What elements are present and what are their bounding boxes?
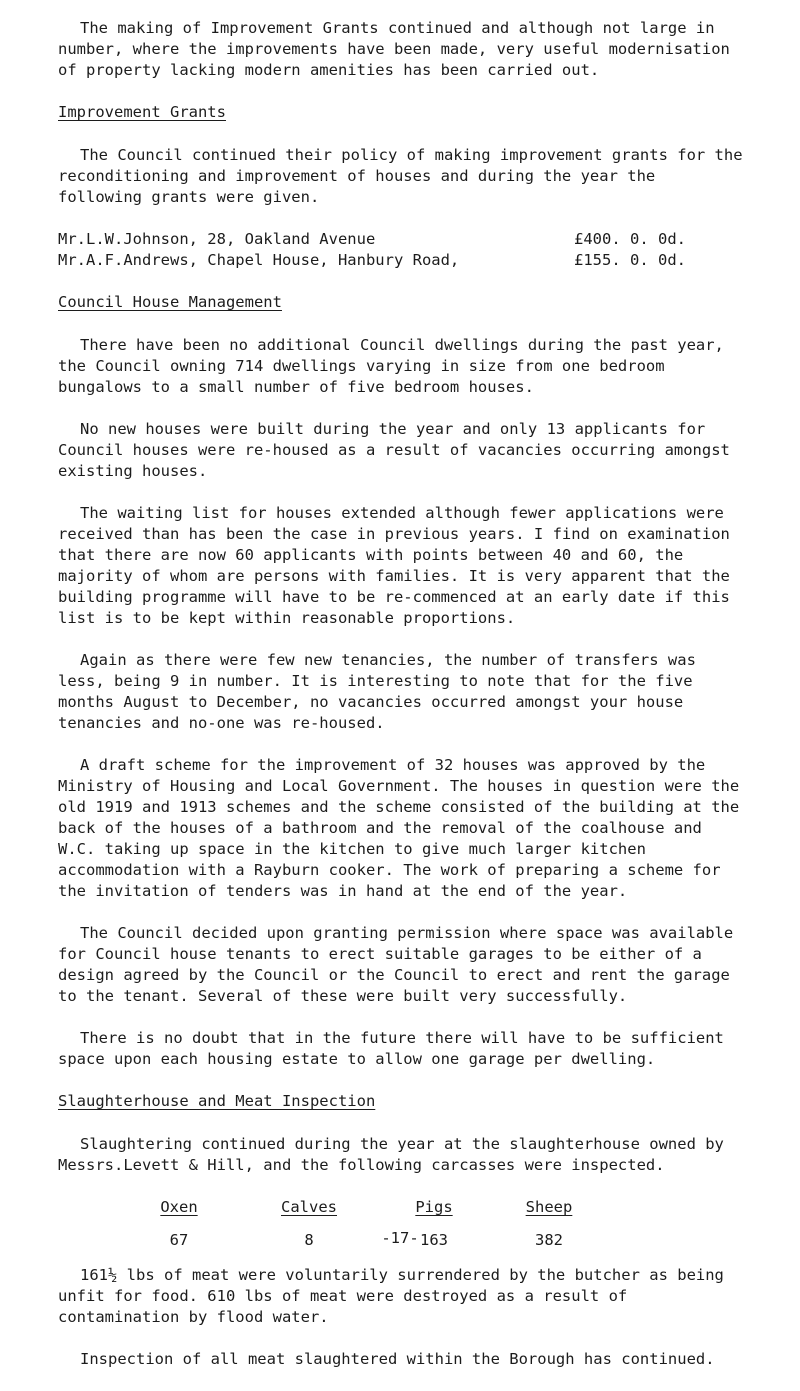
intro-paragraph: The making of Improvement Grants continued and although not large in number, where the improvements have been made, very useful modernisation of property lacking modern amenities has been carried out.: [58, 19, 730, 79]
housing-paragraph: The Council decided upon granting permission where space was available for Council house tenants to erect suitable garages to be either of a design agreed by the Council or the Council to erect and rent the garage to the tenant. Several of these were built very successfully.: [58, 924, 734, 1005]
table-value-oxen: 67: [169, 1231, 189, 1249]
grant-amount: £155. 0. 0d.: [574, 251, 686, 269]
table-header-sheep: Sheep: [525, 1198, 573, 1216]
housing-paragraph: No new houses were built during the year and only 13 applicants for Council houses were re-housed as a result of vacancies occurring amongst existing houses.: [58, 420, 730, 480]
housing-paragraph: A draft scheme for the improvement of 32 houses was approved by the Ministry of Housing and Local Government. The houses in question were the old 1919 and 1913 schemes and the scheme consisted of the building at the back of the houses of a bathroom and the removal of the coalhouse and W.C. taking up space in the kitchen to give much larger kitchen accommodation with a Rayburn cooker. The work of preparing a scheme for the invitation of tenders was in hand at the end of the year.: [58, 756, 740, 900]
improvement-grants-paragraph: The Council continued their policy of making improvement grants for the reconditioning and improvement of houses and during the year the following grants were given.: [58, 146, 743, 206]
housing-paragraph: There is no doubt that in the future there will have to be sufficient space upon each housing estate to allow one garage per dwelling.: [58, 1029, 724, 1068]
housing-paragraph: Again as there were few new tenancies, the number of transfers was less, being 9 in number. It is interesting to note that for the five months August to December, no vacancies occurred amongst your house tenancies and no-one was re-housed.: [58, 651, 696, 732]
page-number: -17-: [381, 1229, 419, 1247]
improvement-grants-heading: Improvement Grants: [58, 103, 226, 121]
slaughter-paragraph: Slaughtering continued during the year at the slaughterhouse owned by Messrs.Levett & Hill, and the following carcasses were inspected.: [58, 1135, 724, 1174]
grant-amount: £400. 0. 0d.: [574, 230, 686, 248]
grant-recipient: Mr.L.W.Johnson, 28, Oakland Avenue: [58, 230, 376, 248]
table-value-sheep: 382: [535, 1231, 563, 1249]
housing-paragraph: The waiting list for houses extended although fewer applications were received than has been the case in previous years. I find on examination that there are now 60 applicants with points between 40 and 60, the majority of whom are persons with families. It is very apparent that the building programme will have to be re-commenced at an early date if this list is to be kept within reasonable proportions.: [58, 504, 730, 627]
grant-row: [58, 250, 748, 271]
page-body: [58, 18, 748, 1391]
grant-row: [58, 229, 748, 250]
grant-recipient: Mr.A.F.Andrews, Chapel House, Hanbury Road,: [58, 251, 460, 269]
grants-list: [58, 229, 748, 271]
table-value-pigs: 163: [420, 1231, 448, 1249]
slaughter-paragraph: Inspection of all meat slaughtered within the Borough has continued.: [80, 1350, 715, 1368]
slaughter-paragraph: 161½ lbs of meat were voluntarily surrendered by the butcher as being unfit for food. 610 lbs of meat were destroyed as a result of contamination by flood water.: [58, 1266, 724, 1326]
table-header-calves: Calves: [281, 1198, 337, 1216]
table-header-pigs: Pigs: [415, 1198, 453, 1216]
table-value-calves: 8: [304, 1231, 314, 1249]
council-house-heading: Council House Management: [58, 293, 282, 311]
slaughterhouse-heading: Slaughterhouse and Meat Inspection: [58, 1092, 376, 1110]
table-header-oxen: Oxen: [160, 1198, 198, 1216]
housing-paragraph: There have been no additional Council dwellings during the past year, the Council owning 714 dwellings varying in size from one bedroom bungalows to a small number of five bedroom houses.: [58, 336, 724, 396]
